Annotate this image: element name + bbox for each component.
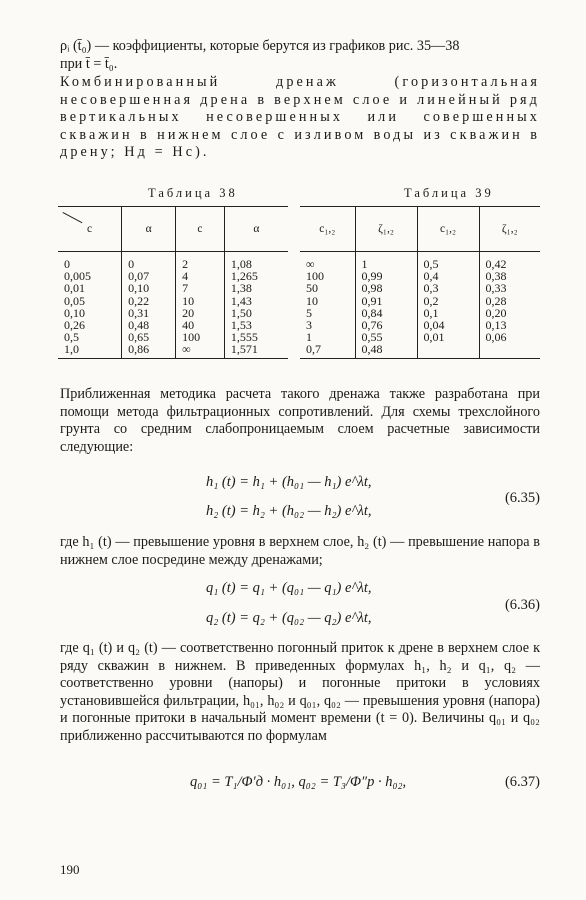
table39-cell: ∞ (306, 257, 315, 271)
table38-cell: 0 (64, 257, 70, 271)
table38-cell: 7 (182, 281, 189, 296)
table39-header-2: c₁,₂ (417, 207, 479, 252)
coefficients-note (60, 38, 540, 73)
where-h-paragraph: где h₁ (t) — превышение уровня в верхнем слое, h₂ (t) — превышение напора в нижнем слое посредине между дренажами; (60, 534, 540, 568)
table-38 (58, 206, 288, 359)
table-39 (300, 206, 540, 359)
table39-caption: Таблица 39 (404, 186, 494, 200)
table39-header-3: ζ₁,₂ (479, 207, 540, 252)
table38-cell: 1,571 (230, 342, 258, 357)
table38-cell: 0,86 (128, 342, 150, 357)
table38-cell: 20 (182, 305, 195, 320)
table39-cell: 0,91 (361, 293, 383, 308)
table39-cell: 1 (361, 257, 368, 271)
table38-cell: 0,10 (64, 305, 85, 320)
table38-cell: 0,26 (64, 318, 85, 333)
table38-cell: 1,08 (230, 257, 252, 271)
table39-column-2 (417, 252, 479, 359)
table39-cell: 0,76 (361, 318, 383, 333)
page-number: 190 (60, 862, 80, 877)
table38-column-2 (176, 252, 225, 359)
table38-cell: 1,0 (64, 342, 79, 357)
table38-cell: 1,555 (230, 330, 258, 345)
table39-cell: 1 (306, 330, 312, 345)
table38-cell: 0,31 (128, 305, 150, 320)
table38-cell: 0,01 (64, 281, 85, 296)
table39-column-0 (300, 252, 355, 359)
table39-cell: 0,20 (485, 305, 507, 320)
table38-column-3 (224, 252, 288, 359)
table39-cell: 0,3 (423, 281, 439, 296)
table38-header-3: α (224, 207, 288, 252)
table39-cell: 0,98 (361, 281, 383, 296)
eq-6-36-line2: q₂ (t) = q₂ + (q₀₂ — q₂) e^λt, (206, 610, 372, 626)
table38-cell: ∞ (182, 342, 191, 357)
table39-cell: 0,42 (485, 257, 507, 271)
table38-cell: 0,5 (64, 330, 79, 345)
table39-cell: 50 (306, 281, 318, 296)
table39-cell: 10 (306, 293, 318, 308)
table39-cell: 100 (306, 269, 324, 284)
coefficients-line: ρᵢ (t̄₀) — коэффициенты, которые берутся из графиков рис. 35—38 (60, 38, 460, 54)
table38-cell: 1,265 (230, 269, 258, 284)
table39-cell: 0,28 (485, 293, 507, 308)
where-q-paragraph: где q₁ (t) и q₂ (t) — соответственно погонный приток к дрене в верхнем слое к ряду скважин в нижнем. В приведенных формулах h₁, h₂ и q₁, q₂ — соответственно уровни (напоры) и погонные притоки в условиях установившейся фильтрации, h₀₁, h₀₂ и q₀₁, q₀₂ — превышения уровня (напора) и погонные притоки в начальный момент времени (t = 0). Величины q₀₁ и q₀₂ приближенно рассчитываются по формулам (60, 640, 540, 744)
table39-cell: 0,1 (423, 305, 439, 320)
table38-cell: 4 (182, 269, 189, 284)
table39-column-3 (479, 252, 540, 359)
table38-cell: 1,38 (230, 281, 252, 296)
table38-cell: 1,53 (230, 318, 252, 333)
table38-cell: 0,07 (128, 269, 150, 284)
table39-cell: 5 (306, 305, 312, 320)
table39-cell: 0,48 (361, 342, 383, 357)
table39-cell: 0,55 (361, 330, 383, 345)
table39-cell: 0,33 (485, 281, 507, 296)
eq-6-35-line2: h₂ (t) = h₂ + (h₀₂ — h₂) e^λt, (206, 503, 372, 519)
table38-cell: 100 (182, 330, 201, 345)
table38-cell: 0,05 (64, 293, 85, 308)
table39-cell: 0,38 (485, 269, 507, 284)
table39-cell: 0,84 (361, 305, 383, 320)
table38-caption: Таблица 38 (148, 186, 238, 200)
coefficients-condition: при t̄ = t̄₀. (60, 55, 118, 72)
table38-cell: 0,22 (128, 293, 150, 308)
table38-cell: 1,50 (230, 305, 252, 320)
eq-6-37: q₀₁ = T₁/Φ′д · h₀₁, q₀₂ = T₃/Φ″р · h₀₂, (190, 774, 407, 790)
table38-column-0 (58, 252, 122, 359)
table38-header-1: α (122, 207, 176, 252)
table38-cell: 2 (182, 257, 189, 271)
eq-6-35-line1: h₁ (t) = h₁ + (h₀₁ — h₁) e^λt, (206, 474, 372, 490)
table39-cell: 0,4 (423, 269, 439, 284)
table38-cell: 10 (182, 293, 195, 308)
table38-cell: 40 (182, 318, 195, 333)
eq-6-37-number: (6.37) (504, 774, 540, 790)
table38-cell: 0,65 (128, 330, 150, 345)
eq-6-36-line1: q₁ (t) = q₁ + (q₀₁ — q₁) e^λt, (206, 580, 372, 596)
table39-cell: 0,01 (423, 330, 445, 345)
table39-cell: 0,13 (485, 318, 507, 333)
eq-6-35-number: (6.35) (504, 490, 540, 506)
table39-column-1 (355, 252, 417, 359)
table39-cell: 0,2 (423, 293, 439, 308)
table39-header-1: ζ₁,₂ (355, 207, 417, 252)
table39-header-0: c₁,₂ (300, 207, 355, 252)
table39-cell: 0,99 (361, 269, 383, 284)
method-intro-paragraph: Приближенная методика расчета такого дренажа также разработана при помощи метода фильтрационных сопротивлений. Для схемы трехслойного грунта со средним слабопроницаемым слоем расчетные зависимости следующие: (60, 386, 540, 455)
table39-cell: 3 (306, 318, 312, 333)
table38-column-1 (122, 252, 176, 359)
table38-cell: 0 (128, 257, 135, 271)
table39-cell: 0,06 (485, 330, 507, 345)
table39-cell: 0,5 (423, 257, 439, 271)
table39-cell: 0,04 (423, 318, 445, 333)
table39-cell: 0,7 (306, 342, 321, 357)
table38-cell: 0,48 (128, 318, 150, 333)
table38-header-2: c (176, 207, 225, 252)
table38-cell: 0,005 (64, 269, 91, 284)
eq-6-36-number: (6.36) (504, 597, 540, 613)
table38-header-0: c (58, 207, 122, 252)
table38-cell: 0,10 (128, 281, 150, 296)
table38-cell: 1,43 (230, 293, 252, 308)
combined-drainage-paragraph: Комбинированный дренаж (горизонтальная несовершенная дрена в верхнем слое и линейный ряд вертикальных несовершенных или совершенных скважин в нижнем слое с изливом воды из скважин в дрену; Hд = Hс). (60, 74, 540, 160)
